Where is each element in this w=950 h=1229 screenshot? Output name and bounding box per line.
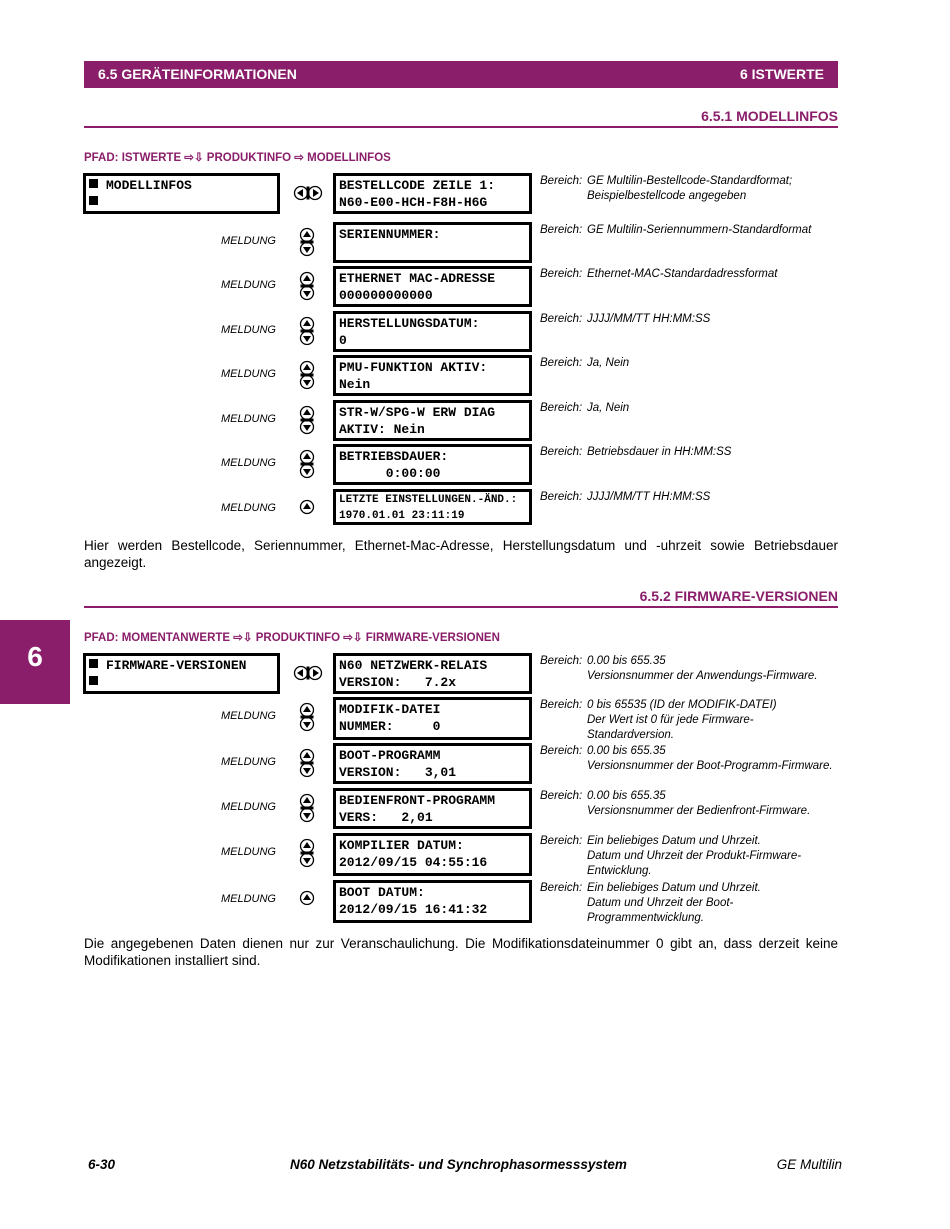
display-line-2: VERSION: 3,01 <box>339 765 457 780</box>
range-text-line: GE Multilin-Bestellcode-Standardformat; <box>587 175 793 187</box>
range-label: Bereich: <box>540 745 583 757</box>
menu-box-firmware <box>83 653 280 694</box>
range-label: Bereich: <box>540 491 583 503</box>
range-text-line: Entwicklung. <box>587 865 652 877</box>
meldung-label: MELDUNG <box>220 502 276 514</box>
menu-label: FIRMWARE-VERSIONEN <box>106 658 247 673</box>
display-line-2: N60-E00-HCH-F8H-H6G <box>339 195 488 210</box>
display-line-1: BETRIEBSDAUER: <box>339 449 449 464</box>
range-label: Bereich: <box>540 357 583 369</box>
display-box <box>333 743 532 784</box>
display-line-2: 1970.01.01 23:11:19 <box>339 510 465 522</box>
display-line-2: NUMMER: 0 <box>339 719 441 734</box>
range-text-line: JJJJ/MM/TT HH:MM:SS <box>587 313 711 325</box>
meldung-label: MELDUNG <box>220 235 276 247</box>
range-text-line: Datum und Uhrzeit der Produkt-Firmware- <box>587 850 802 862</box>
range-label: Bereich: <box>540 882 583 894</box>
header-section-title: 6.5 GERÄTEINFORMATIONEN <box>98 66 297 82</box>
range-text-line: JJJJ/MM/TT HH:MM:SS <box>587 491 711 503</box>
section-title-modellinfos: 6.5.1 MODELLINFOS <box>701 108 838 124</box>
range-description <box>540 881 840 926</box>
range-text-line: Programmentwicklung. <box>587 912 704 924</box>
range-text-line: Betriebsdauer in HH:MM:SS <box>587 446 732 458</box>
range-description <box>540 698 840 743</box>
range-description <box>540 174 840 204</box>
display-line-1: N60 NETZWERK-RELAIS <box>339 658 488 673</box>
range-label: Bereich: <box>540 268 583 280</box>
left-right-arrow-key-icon <box>293 185 323 201</box>
range-text-line: 0 bis 65535 (ID der MODIFIK-DATEI) <box>587 699 777 711</box>
range-text-line: 0.00 bis 655.35 <box>587 790 666 802</box>
display-line-2: VERS: 2,01 <box>339 810 433 825</box>
display-line-2: 0 <box>339 333 347 348</box>
display-line-2: Nein <box>339 377 371 392</box>
meldung-label: MELDUNG <box>220 324 276 336</box>
up-down-arrow-key-icon <box>299 271 315 301</box>
display-box <box>333 173 532 214</box>
section-title-firmware: 6.5.2 FIRMWARE-VERSIONEN <box>639 588 838 604</box>
meldung-label: MELDUNG <box>220 413 276 425</box>
display-line-1: PMU-FUNKTION AKTIV: <box>339 360 488 375</box>
display-line-1: KOMPILIER DATUM: <box>339 838 464 853</box>
range-label: Bereich: <box>540 175 583 187</box>
up-arrow-key-icon <box>299 890 315 906</box>
page-header-bar <box>84 61 838 88</box>
paragraph-modellinfos: Hier werden Bestellcode, Seriennummer, Ethernet-Mac-Adresse, Herstellungsdatum und -uhrzeit sowie Betriebsdauer angezeigt. <box>84 538 838 570</box>
footer-page-number: 6-30 <box>88 1157 116 1172</box>
range-description <box>540 789 840 819</box>
left-right-arrow-key-icon <box>293 665 323 681</box>
range-label: Bereich: <box>540 655 583 667</box>
meldung-label: MELDUNG <box>220 457 276 469</box>
range-text-line: Ja, Nein <box>587 402 630 414</box>
display-line-1: MODIFIK-DATEI <box>339 702 441 717</box>
display-line-1: LETZTE EINSTELLUNGEN.-ÄND.: <box>339 494 518 506</box>
menu-box-modellinfos <box>83 173 280 214</box>
range-text-line: Der Wert ist 0 für jede Firmware- <box>587 714 754 726</box>
range-text-line: 0.00 bis 655.35 <box>587 745 666 757</box>
up-down-arrow-key-icon <box>299 449 315 479</box>
bullet-square-icon <box>89 659 98 668</box>
display-line-2: 2012/09/15 16:41:32 <box>339 902 488 917</box>
path-firmware: PFAD: MOMENTANWERTE ⇨⇩ PRODUKTINFO ⇨⇩ FIRMWARE-VERSIONEN <box>84 632 500 644</box>
up-down-arrow-key-icon <box>299 405 315 435</box>
up-down-arrow-key-icon <box>299 838 315 868</box>
display-box <box>333 788 532 829</box>
range-text-line: Standardversion. <box>587 729 674 741</box>
up-arrow-key-icon <box>299 499 315 515</box>
chapter-tab: 6 <box>0 620 70 704</box>
range-text-line: Ethernet-MAC-Standardadressformat <box>587 268 778 280</box>
up-down-arrow-key-icon <box>299 702 315 732</box>
display-line-2: AKTIV: Nein <box>339 422 425 437</box>
display-line-1: BOOT-PROGRAMM <box>339 748 441 763</box>
meldung-label: MELDUNG <box>220 893 276 905</box>
range-label: Bereich: <box>540 224 583 236</box>
display-box <box>333 880 532 923</box>
display-box <box>333 833 532 876</box>
display-line-2: 0:00:00 <box>339 466 441 481</box>
display-line-1: SERIENNUMMER: <box>339 227 441 242</box>
range-description <box>540 356 840 371</box>
display-box <box>333 489 532 525</box>
range-text-line: Ein beliebiges Datum und Uhrzeit. <box>587 882 761 894</box>
meldung-label: MELDUNG <box>220 279 276 291</box>
display-box <box>333 697 532 740</box>
range-text-line: Versionsnummer der Anwendungs-Firmware. <box>587 670 818 682</box>
display-box <box>333 266 532 307</box>
range-description <box>540 312 840 327</box>
meldung-label: MELDUNG <box>220 756 276 768</box>
display-line-1: STR-W/SPG-W ERW DIAG <box>339 405 496 420</box>
meldung-label: MELDUNG <box>220 846 276 858</box>
footer-brand: GE Multilin <box>776 1157 842 1172</box>
display-line-1: BESTELLCODE ZEILE 1: <box>339 178 496 193</box>
up-down-arrow-key-icon <box>299 227 315 257</box>
range-label: Bereich: <box>540 446 583 458</box>
paragraph-firmware: Die angegebenen Daten dienen nur zur Veranschaulichung. Die Modifikationsdateinummer 0 gibt an, dass derzeit keine Modifikationen installiert sind. <box>84 936 838 968</box>
range-description <box>540 401 840 416</box>
range-label: Bereich: <box>540 402 583 414</box>
range-label: Bereich: <box>540 699 583 711</box>
display-box <box>333 222 532 263</box>
display-line-1: BOOT DATUM: <box>339 885 425 900</box>
range-text-line: Datum und Uhrzeit der Boot- <box>587 897 734 909</box>
display-box <box>333 400 532 441</box>
section-rule <box>84 606 838 608</box>
meldung-label: MELDUNG <box>220 368 276 380</box>
range-text-line: GE Multilin-Seriennummern-Standardformat <box>587 224 812 236</box>
section-rule <box>84 126 838 128</box>
up-down-arrow-key-icon <box>299 793 315 823</box>
range-description <box>540 834 840 879</box>
range-text-line: Versionsnummer der Boot-Programm-Firmware. <box>587 760 833 772</box>
range-label: Bereich: <box>540 835 583 847</box>
range-label: Bereich: <box>540 790 583 802</box>
up-down-arrow-key-icon <box>299 316 315 346</box>
range-label: Bereich: <box>540 313 583 325</box>
up-down-arrow-key-icon <box>299 360 315 390</box>
display-box <box>333 444 532 485</box>
display-line-1: BEDIENFRONT-PROGRAMM <box>339 793 496 808</box>
range-description <box>540 223 840 238</box>
range-description <box>540 267 840 282</box>
display-box <box>333 355 532 396</box>
range-description <box>540 445 840 460</box>
path-modellinfos: PFAD: ISTWERTE ⇨⇩ PRODUKTINFO ⇨ MODELLINFOS <box>84 152 391 164</box>
display-line-1: HERSTELLUNGSDATUM: <box>339 316 480 331</box>
bullet-square-icon <box>89 676 98 685</box>
bullet-square-icon <box>89 196 98 205</box>
range-description <box>540 654 840 684</box>
range-description <box>540 490 840 505</box>
range-text-line: Ja, Nein <box>587 357 630 369</box>
footer-document-title: N60 Netzstabilitäts- und Synchrophasormesssystem <box>290 1157 627 1172</box>
display-line-1: ETHERNET MAC-ADRESSE <box>339 271 496 286</box>
bullet-square-icon <box>89 179 98 188</box>
meldung-label: MELDUNG <box>220 710 276 722</box>
menu-label: MODELLINFOS <box>106 178 192 193</box>
display-box <box>333 653 532 694</box>
display-line-2: VERSION: 7.2x <box>339 675 457 690</box>
range-text-line: 0.00 bis 655.35 <box>587 655 666 667</box>
display-line-2: 2012/09/15 04:55:16 <box>339 855 488 870</box>
range-text-line: Versionsnummer der Bedienfront-Firmware. <box>587 805 811 817</box>
range-text-line: Ein beliebiges Datum und Uhrzeit. <box>587 835 761 847</box>
up-down-arrow-key-icon <box>299 748 315 778</box>
meldung-label: MELDUNG <box>220 801 276 813</box>
range-description <box>540 744 840 774</box>
header-chapter-title: 6 ISTWERTE <box>739 66 824 82</box>
display-line-2: 000000000000 <box>339 288 433 303</box>
range-text-line: Beispielbestellcode angegeben <box>587 190 747 202</box>
display-box <box>333 311 532 352</box>
